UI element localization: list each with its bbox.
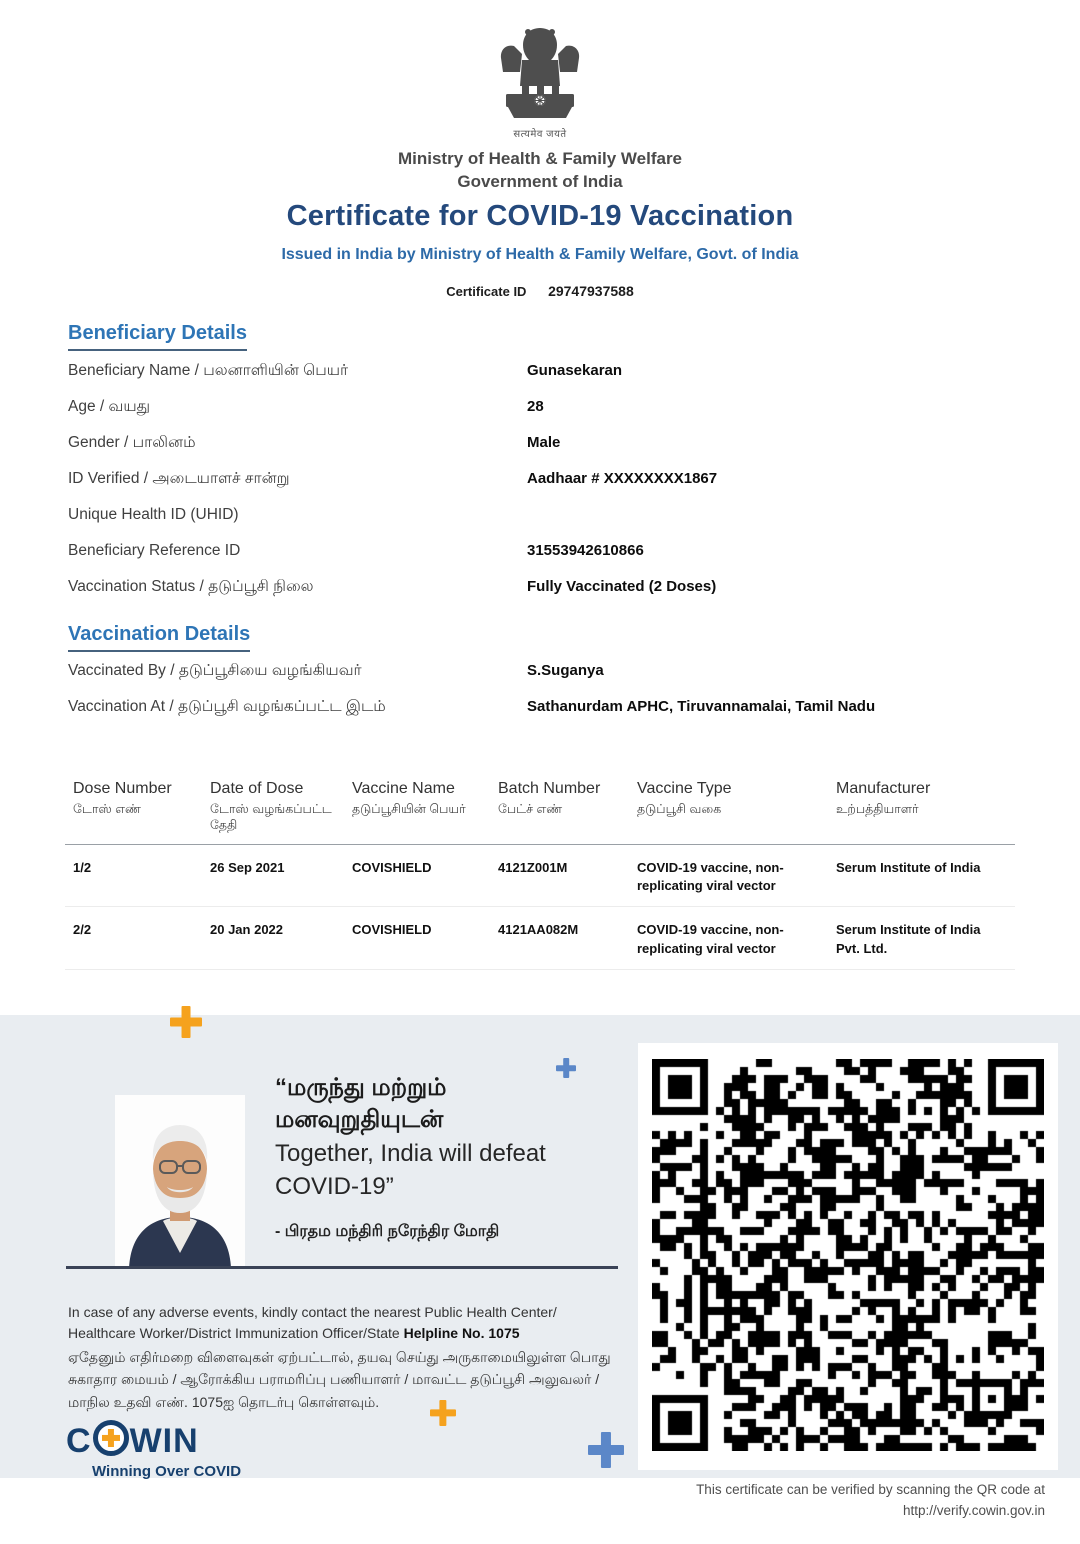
- column-header-tamil: டோஸ் எண்: [65, 801, 202, 844]
- plus-icon: [588, 1432, 624, 1468]
- cell-manufacturer: Serum Institute of India Pvt. Ltd.: [836, 922, 981, 957]
- field-row-beneficiary-name: [68, 362, 1018, 398]
- cell-vaccine: COVISHIELD: [352, 859, 432, 875]
- dose-table-header-ta: [65, 801, 1015, 844]
- quote-english-line2: COVID-19”: [275, 1173, 394, 1201]
- helpline-number: Helpline No. 1075: [403, 1325, 520, 1341]
- adverse-events-text-ta: ஏதேனும் எதிர்மறை விளைவுகள் ஏற்பட்டால், தயவு செய்து அருகாமையிலுள்ள பொது சுகாதார மையம் / ஆரோக்கிய பராமரிப்பு பணியாளர் / மாவட்ட தடுப்பூசி அலுவலர் / மாநில உதவி எண். 1075ஐ தொடர்பு கொள்ளவும்.: [68, 1349, 611, 1410]
- cell-dose: 2/2: [73, 922, 92, 938]
- field-label: ID Verified / அடையாளச் சான்று: [68, 470, 290, 487]
- quote-underline: [66, 1266, 618, 1269]
- field-row-vaccinated-by: [68, 662, 1018, 698]
- field-value: Aadhaar # XXXXXXXX1867: [527, 470, 718, 487]
- cowin-letters-win: WIN: [129, 1422, 199, 1460]
- field-row-reference-id: [68, 542, 1018, 578]
- verify-text: [480, 1480, 1045, 1522]
- cell-manufacturer: Serum Institute of India: [836, 859, 981, 875]
- cowin-plus-circle-icon: [93, 1420, 129, 1456]
- column-header: Manufacturer: [836, 780, 931, 797]
- column-header-tamil: பேட்ச் எண்: [490, 801, 629, 844]
- field-row-uhid: [68, 506, 1018, 542]
- cell-vaccine: COVISHIELD: [352, 922, 432, 938]
- qr-code: [638, 1043, 1058, 1470]
- field-label: Vaccination At / தடுப்பூசி வழங்கப்பட்ட இடம்: [68, 698, 386, 715]
- field-value: 28: [527, 398, 544, 415]
- column-header: Batch Number: [498, 780, 601, 797]
- table-row-dose-2: [65, 907, 1015, 970]
- field-value: Gunasekaran: [527, 362, 623, 379]
- field-label: Beneficiary Reference ID: [68, 542, 241, 559]
- certificate-id-row: [0, 283, 1080, 299]
- column-header: Dose Number: [73, 780, 172, 797]
- pm-quote: [275, 1072, 610, 1242]
- field-label: Vaccination Status / தடுப்பூசி நிலை: [68, 578, 314, 595]
- verify-url: http://verify.cowin.gov.in: [902, 1502, 1045, 1518]
- quote-tamil-line1: “மருந்து மற்றும்: [275, 1074, 447, 1101]
- field-row-vaccination-status: [68, 578, 1018, 614]
- qr-code-pattern: [652, 1059, 1044, 1451]
- pm-modi-photo: [115, 1095, 245, 1268]
- field-value: Fully Vaccinated (2 Doses): [527, 578, 717, 595]
- field-label: Vaccinated By / தடுப்பூசியை வழங்கியவர்: [68, 662, 362, 679]
- dose-table: [65, 780, 1015, 970]
- column-header-tamil: தடுப்பூசி வகை: [629, 801, 828, 844]
- field-value: Male: [527, 434, 561, 451]
- cell-dose: 1/2: [73, 859, 92, 875]
- column-header: Vaccine Type: [637, 780, 732, 797]
- certificate-title: Certificate for COVID-19 Vaccination: [286, 200, 794, 232]
- adverse-events-text-en: In case of any adverse events, kindly contact the nearest Public Health Center/ Healthcare Worker/District Immunization Officer/State Helpline No. 1075: [68, 1304, 557, 1341]
- plus-icon: [170, 1006, 202, 1038]
- field-value: 31553942610866: [527, 542, 644, 559]
- cell-date: 20 Jan 2022: [210, 922, 284, 938]
- column-header-tamil: உற்பத்தியாளர்: [828, 801, 1015, 844]
- cowin-logo: [66, 1420, 241, 1480]
- field-label: Age / வயது: [68, 398, 151, 415]
- government-name: Government of India: [457, 171, 623, 191]
- column-header-tamil: தடுப்பூசியின் பெயர்: [344, 801, 490, 844]
- field-label: Unique Health ID (UHID): [68, 506, 239, 523]
- dose-table-header-en: [65, 780, 1015, 801]
- field-value: S.Suganya: [527, 662, 604, 679]
- section-heading-beneficiary: Beneficiary Details: [68, 322, 247, 351]
- ashoka-emblem-icon: [494, 24, 586, 124]
- quote-tamil-line2: மனவுறுதியுடன்: [275, 1106, 444, 1134]
- emblem-caption: सत्यमेव जयते: [513, 129, 567, 140]
- certificate-header: [0, 24, 1080, 194]
- certificate-id-label: Certificate ID: [446, 284, 527, 299]
- field-value: Sathanurdam APHC, Tiruvannamalai, Tamil Nadu: [527, 698, 876, 715]
- field-label: Beneficiary Name / பலனாளியின் பெயர்: [68, 362, 349, 379]
- field-row-vaccination-at: [68, 698, 1018, 734]
- cowin-tagline: Winning Over COVID: [92, 1463, 242, 1480]
- table-row-dose-1: [65, 844, 1015, 907]
- certificate-subtitle: Issued in India by Ministry of Health & Family Welfare, Govt. of India: [281, 246, 799, 263]
- verify-line1: This certificate can be verified by scanning the QR code at: [696, 1482, 1045, 1497]
- section-heading-vaccination: Vaccination Details: [68, 623, 250, 652]
- column-header: Date of Dose: [210, 780, 304, 797]
- quote-attribution: - பிரதம மந்திரி நரேந்திர மோதி: [275, 1222, 500, 1240]
- vaccination-fields: [68, 662, 1018, 734]
- ministry-name: Ministry of Health & Family Welfare: [397, 149, 683, 168]
- field-row-age: [68, 398, 1018, 434]
- certificate-id-value: 29747937588: [548, 283, 634, 299]
- cell-type: COVID-19 vaccine, non-replicating viral vector: [637, 859, 784, 894]
- field-row-gender: [68, 434, 1018, 470]
- cell-batch: 4121Z001M: [498, 859, 568, 875]
- column-header-tamil: டோஸ் வழங்கப்பட்ட தேதி: [202, 801, 344, 844]
- field-row-id-verified: [68, 470, 1018, 506]
- cowin-letter-c: C: [66, 1422, 92, 1460]
- cell-batch: 4121AA082M: [498, 922, 579, 938]
- column-header: Vaccine Name: [352, 780, 455, 797]
- beneficiary-fields: [68, 362, 1018, 614]
- quote-english-line1: Together, India will defeat: [275, 1139, 546, 1167]
- cell-type: COVID-19 vaccine, non-replicating viral vector: [637, 922, 784, 957]
- cell-date: 26 Sep 2021: [210, 859, 285, 875]
- field-label: Gender / பாலினம்: [68, 434, 196, 451]
